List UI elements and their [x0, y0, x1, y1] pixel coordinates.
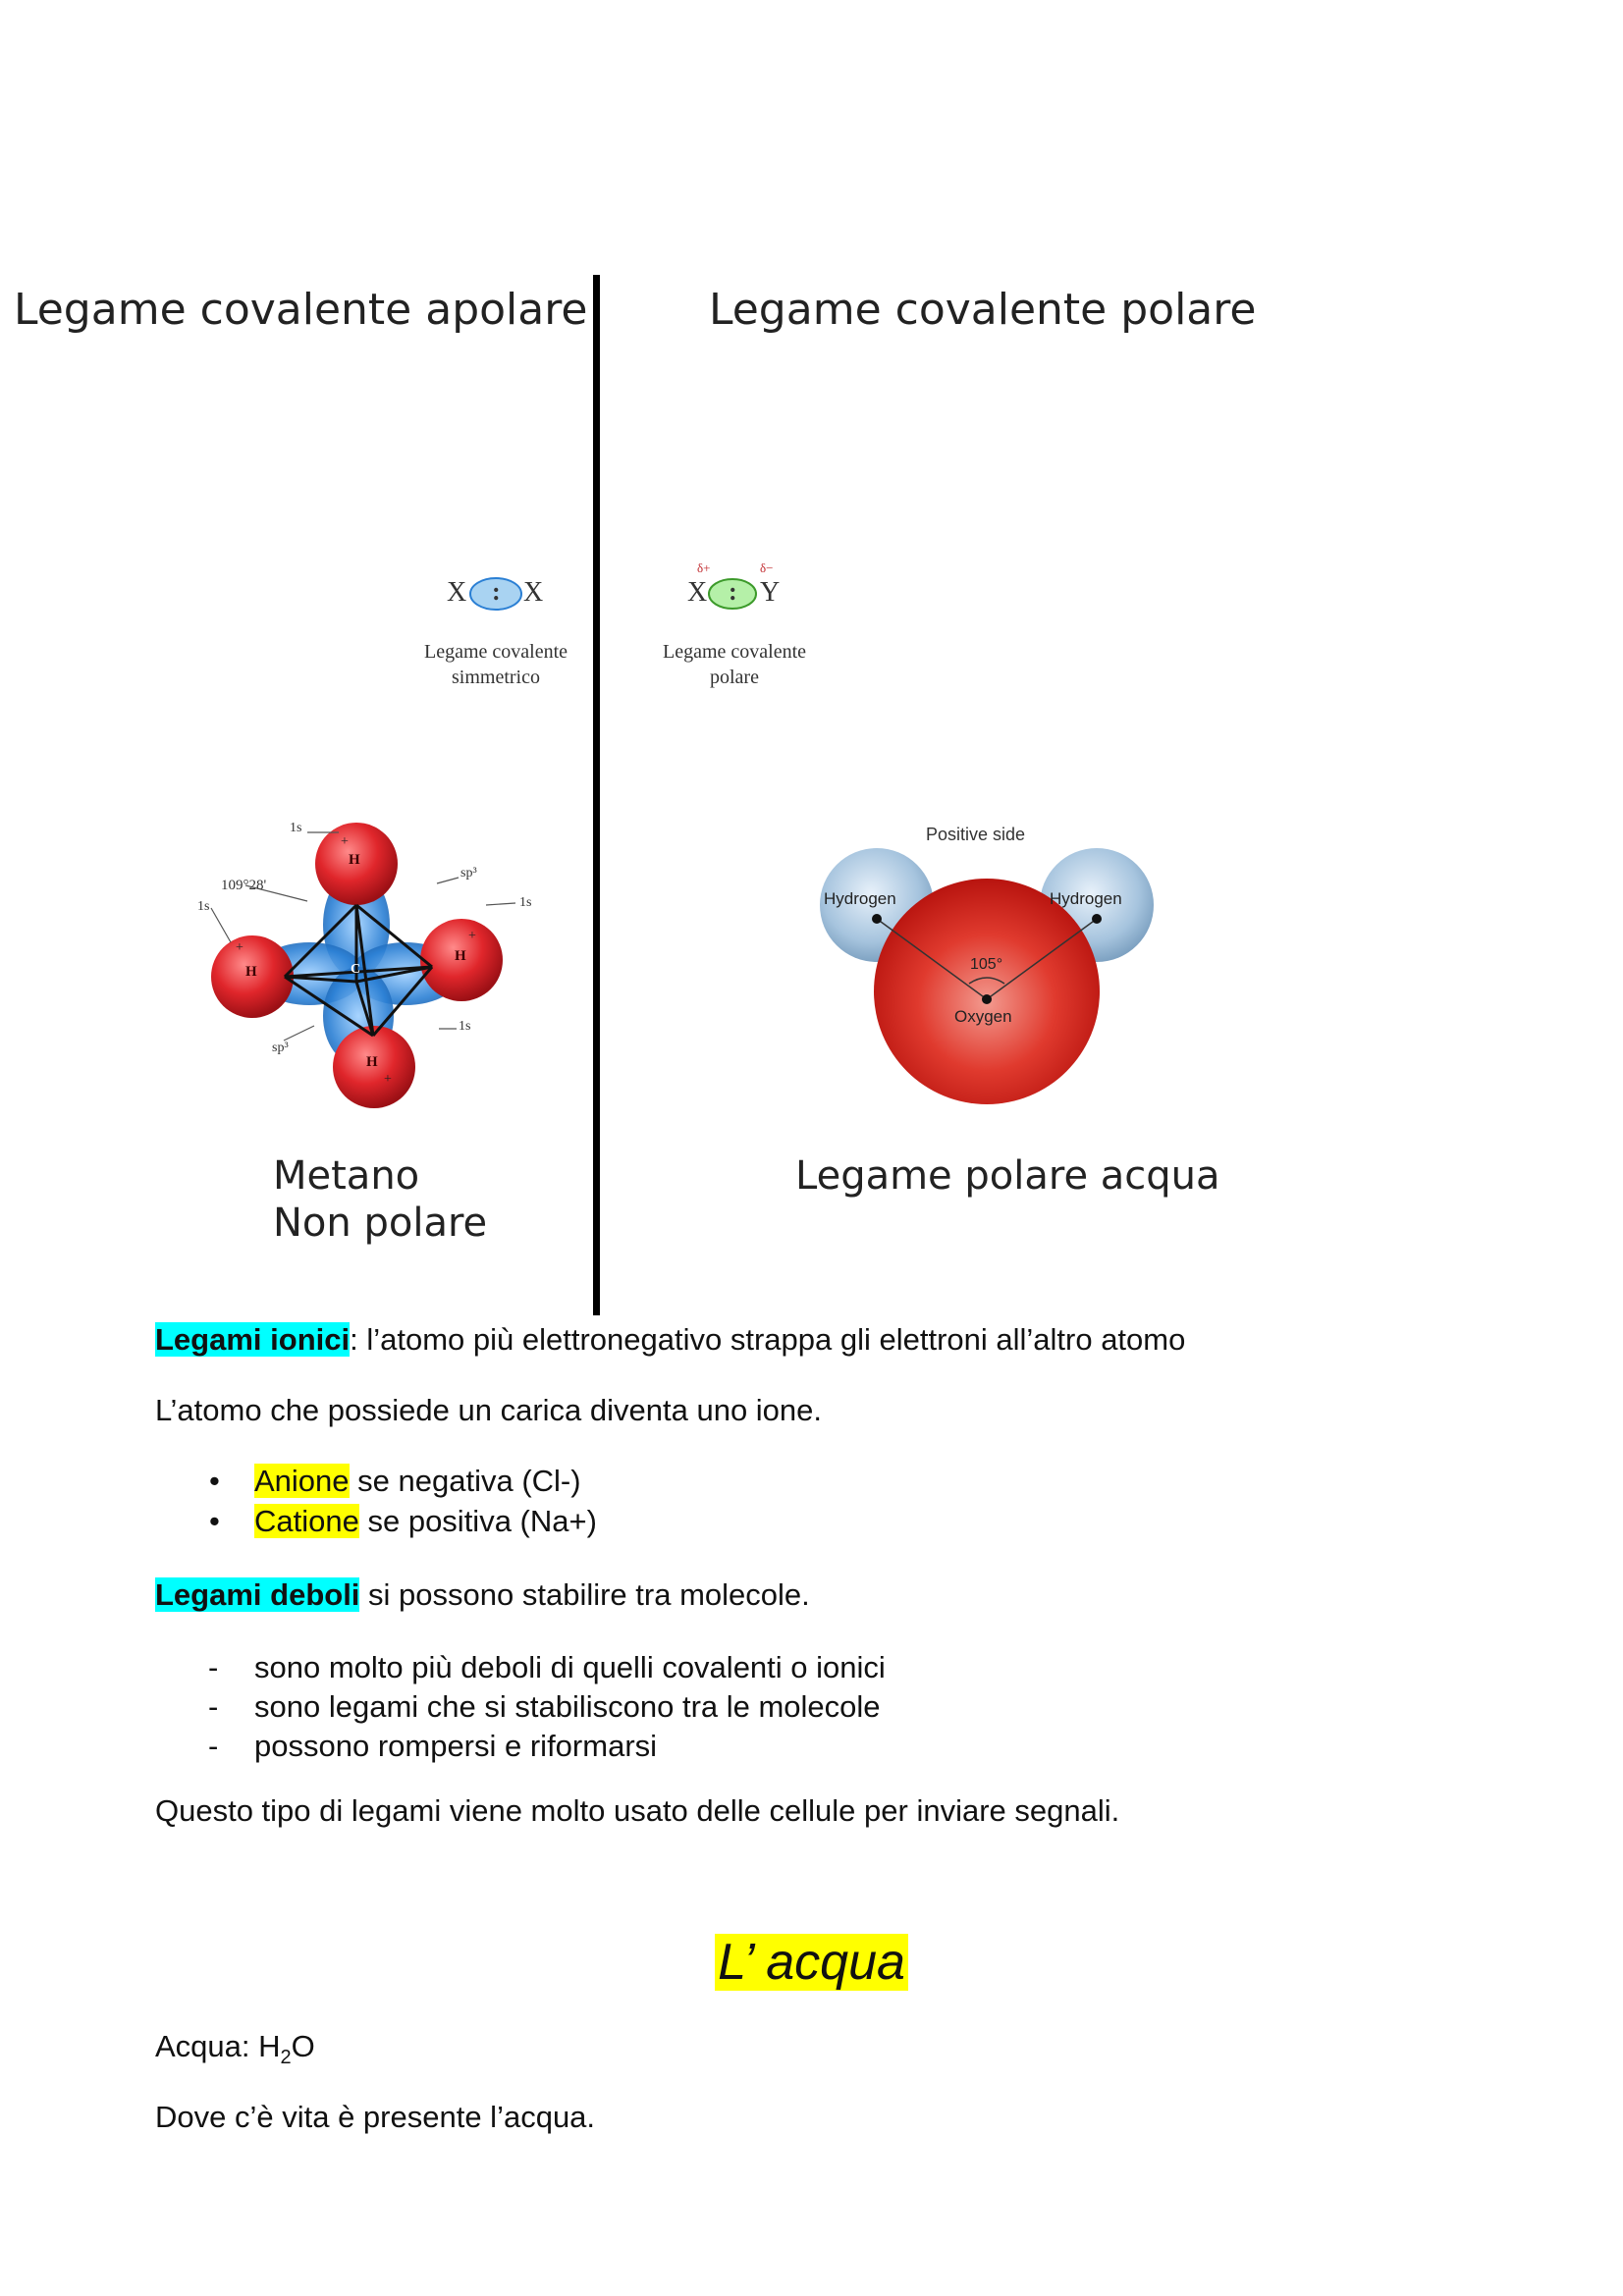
weak-bonds-term: Legami deboli	[155, 1577, 360, 1612]
water-molecule	[810, 825, 1163, 1109]
symmetric-bond-diagram	[407, 564, 584, 702]
polar-caption-line2: polare	[710, 667, 759, 688]
water-formula-line	[155, 2028, 1137, 2076]
methane-caption-line1: Metano	[273, 1153, 420, 1199]
list-item	[208, 1728, 1433, 1765]
water-section-heading	[0, 1932, 1623, 1993]
water-caption: Legame polare acqua	[795, 1153, 1220, 1199]
methane-plus-left: +	[236, 940, 243, 955]
weak-point-text: sono molto più deboli di quelli covalenti o ionici	[254, 1650, 886, 1684]
methane-orbital-1s-bottom: 1s	[459, 1019, 471, 1034]
methane-h-bottom: H	[366, 1054, 378, 1070]
methane-orbital-sp3-bottom: sp³	[272, 1041, 289, 1055]
polar-delta-plus: δ+	[697, 561, 711, 575]
methane-angle-label: 109°28'	[221, 878, 267, 893]
cation-term: Catione	[254, 1504, 359, 1538]
life-paragraph: Dove c’è vita è presente l’acqua.	[155, 2100, 596, 2134]
polar-atom-b: Y	[760, 577, 781, 608]
dash-marker: -	[208, 1650, 219, 1684]
methane-h-top: H	[349, 852, 360, 868]
anion-description: se negativa (Cl-)	[349, 1464, 581, 1498]
weak-bonds-definition: si possono stabilire tra molecole.	[359, 1577, 810, 1612]
water-angle-label: 105°	[970, 956, 1003, 973]
methane-orbital-1s-right: 1s	[519, 895, 532, 910]
ion-types-list	[209, 1463, 1433, 1540]
water-hydrogen-left-label: Hydrogen	[824, 889, 896, 908]
methane-molecule	[191, 815, 545, 1119]
methane-c-center: C	[351, 962, 361, 977]
list-item	[208, 1688, 1433, 1726]
symmetric-caption-line1: Legame covalente	[423, 641, 568, 663]
methane-caption-line2: Non polare	[273, 1201, 488, 1246]
ionic-bonds-term: Legami ionici	[155, 1322, 351, 1357]
water-formula-suffix: O	[291, 2029, 315, 2063]
ionic-bonds-paragraph	[155, 1321, 1530, 1359]
methane-orbital-1s-left: 1s	[197, 899, 210, 914]
figure-title-right: Legame covalente polare	[709, 285, 1257, 335]
weak-bonds-paragraph	[155, 1576, 1530, 1614]
bond-figure	[0, 265, 1257, 1315]
water-formula-prefix: Acqua: H	[155, 2029, 281, 2063]
dash-marker: -	[208, 1689, 219, 1724]
water-formula-subscript: 2	[280, 2047, 292, 2069]
methane-h-right: H	[455, 948, 466, 964]
ionic-bonds-definition: : l’atomo più elettronegativo strappa gli elettroni all’altro atomo	[350, 1322, 1186, 1357]
list-item	[209, 1503, 1433, 1540]
polar-caption-line1: Legame covalente	[662, 641, 807, 663]
signals-paragraph: Questo tipo di legami viene molto usato delle cellule per inviare segnali.	[155, 1793, 1120, 1828]
water-positive-side-label: Positive side	[926, 825, 1026, 844]
methane-plus-top: +	[341, 834, 349, 849]
weak-point-text: possono rompersi e riformarsi	[254, 1729, 658, 1763]
methane-orbital-1s-top: 1s	[290, 821, 302, 835]
bullet-marker: •	[209, 1504, 220, 1538]
methane-orbital-sp3-top: sp³	[460, 866, 477, 881]
methane-h-left: H	[245, 964, 257, 980]
symmetric-atom-a: X	[447, 577, 467, 608]
bullet-marker: •	[209, 1464, 220, 1498]
weak-point-text: sono legami che si stabiliscono tra le molecole	[254, 1689, 881, 1724]
figure-divider	[593, 275, 600, 1315]
polar-delta-minus: δ−	[760, 561, 774, 575]
figure-title-left: Legame covalente apolare	[14, 285, 588, 335]
heading-text: L’ acqua	[715, 1934, 908, 1991]
polar-bond-diagram	[646, 561, 823, 702]
list-item	[208, 1649, 1433, 1686]
dash-marker: -	[208, 1729, 219, 1763]
polar-bond-pair: :	[729, 577, 737, 606]
weak-bonds-list	[208, 1649, 1433, 1765]
polar-atom-a: X	[687, 577, 708, 608]
water-oxygen-label: Oxygen	[954, 1007, 1012, 1026]
list-item	[209, 1463, 1433, 1500]
symmetric-bond-pair: :	[492, 577, 501, 606]
water-hydrogen-right-label: Hydrogen	[1050, 889, 1122, 908]
symmetric-atom-b: X	[523, 577, 544, 608]
cation-description: se positiva (Na+)	[358, 1504, 597, 1538]
symmetric-caption-line2: simmetrico	[452, 667, 540, 688]
anion-term: Anione	[254, 1464, 350, 1498]
methane-plus-right: +	[468, 929, 476, 943]
ion-paragraph: L’atomo che possiede un carica diventa uno ione.	[155, 1393, 823, 1427]
methane-plus-bottom: +	[384, 1072, 392, 1087]
methane-drawing	[191, 815, 545, 1119]
